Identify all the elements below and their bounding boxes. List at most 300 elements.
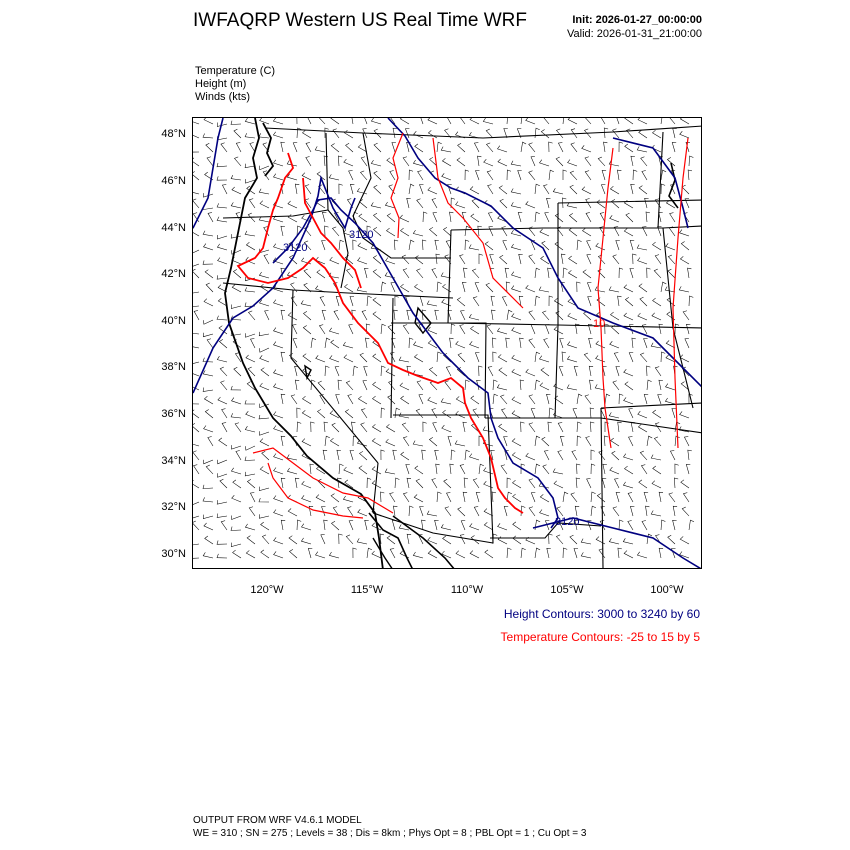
wind-barb [502, 297, 507, 307]
wind-barb [297, 118, 301, 124]
wind-barb [511, 189, 521, 195]
wind-barb [630, 269, 634, 279]
wind-barb [599, 549, 605, 558]
wind-barb [193, 555, 199, 559]
wind-barb [471, 326, 480, 334]
wind-barb [558, 423, 563, 433]
wind-barb [624, 369, 633, 376]
wind-barb [236, 143, 241, 153]
wind-barb [204, 523, 213, 530]
wind-barb [661, 118, 666, 124]
wind-barb [498, 354, 507, 362]
wind-barb [638, 313, 647, 320]
wind-barb [661, 282, 666, 292]
wind-barb [393, 128, 397, 138]
lat-label-34: 34°N [161, 455, 186, 467]
wind-barb [403, 437, 409, 446]
wind-barb [302, 481, 311, 488]
wind-barb [465, 170, 469, 180]
wind-barb [353, 240, 357, 250]
wind-barb [604, 142, 608, 152]
wind-barb [303, 326, 311, 335]
wind-barb [203, 320, 213, 324]
wind-barb [348, 507, 354, 516]
wind-barb [363, 118, 367, 124]
lon-label-115: 115°W [350, 584, 384, 596]
wind-barb [367, 296, 372, 306]
map-canvas [193, 118, 702, 569]
wind-barb [675, 324, 679, 334]
wind-barb [549, 142, 553, 152]
wind-barb [474, 507, 479, 517]
wind-barb [521, 506, 525, 516]
wind-barb [488, 185, 493, 194]
wind-barb [616, 367, 620, 377]
wind-barb [193, 541, 199, 545]
wind-barb [373, 354, 381, 362]
map-panel [192, 117, 702, 569]
wind-barb [600, 118, 605, 124]
wind-barb [207, 157, 213, 166]
wind-barb [689, 296, 693, 306]
wind-barb [219, 438, 227, 446]
wind-barb [203, 485, 213, 489]
wind-barb [535, 436, 540, 446]
wind-barb [583, 228, 592, 236]
lat-label-42: 42°N [161, 268, 186, 280]
wind-barb [577, 422, 581, 432]
height-label-3: 3120 [555, 516, 580, 528]
wind-barb [360, 451, 368, 460]
wind-barb [351, 118, 355, 124]
wind-barb [665, 398, 675, 404]
wind-barb [353, 366, 358, 376]
wind-barb [492, 338, 496, 348]
wind-barb [563, 118, 568, 124]
wind-barb [450, 212, 454, 222]
wind-barb [540, 494, 549, 502]
wind-barb [380, 534, 384, 544]
wind-barb [420, 118, 424, 124]
wind-barb [323, 450, 327, 460]
wind-barb [361, 171, 368, 180]
wind-barb [203, 134, 213, 139]
wind-barb [401, 284, 410, 292]
wind-barb [616, 241, 620, 251]
wind-barb [415, 256, 423, 264]
wind-barb [507, 118, 512, 124]
wind-barb [367, 478, 371, 488]
wind-barb [597, 494, 605, 503]
wind-barb [469, 245, 479, 251]
wind-barb [287, 468, 297, 474]
wind-barb [249, 199, 255, 208]
wind-barb [297, 520, 301, 530]
wind-barb [407, 198, 411, 208]
wind-barb [613, 381, 619, 390]
wind-barb [432, 479, 437, 489]
wind-barb [513, 480, 522, 488]
wind-barb [563, 170, 567, 180]
wind-barb [560, 339, 564, 349]
wind-barb [563, 268, 567, 278]
wind-barb [548, 422, 552, 432]
lat-label-40: 40°N [161, 315, 186, 327]
wind-barb [641, 465, 647, 474]
wind-barb [659, 492, 663, 502]
wind-barb [684, 437, 689, 447]
wind-barb [483, 118, 493, 124]
wind-barb [322, 310, 326, 320]
wind-barb [403, 325, 409, 334]
wind-barb [318, 381, 325, 390]
wind-barb [417, 381, 423, 390]
wind-barb [479, 464, 484, 474]
wind-barb [235, 157, 242, 166]
wind-barb [305, 185, 311, 194]
wind-barb [333, 129, 339, 138]
wind-barb [642, 521, 647, 531]
wind-barb [351, 422, 355, 432]
wind-barb [652, 313, 661, 320]
wind-barb [460, 535, 465, 545]
wind-barb [303, 130, 312, 138]
wind-barb [651, 455, 661, 460]
wind-barb [616, 118, 620, 124]
wind-barb [395, 408, 400, 418]
wind-barb [610, 186, 619, 194]
wind-barb [381, 450, 385, 460]
wind-barb [260, 431, 270, 435]
wind-barb [401, 452, 409, 460]
wind-barb [222, 185, 227, 195]
wind-barb [337, 450, 341, 460]
wind-barb [219, 339, 227, 348]
wind-barb [682, 185, 689, 194]
wind-barb [445, 507, 451, 516]
wind-barb [499, 368, 507, 376]
wind-barb [361, 409, 367, 418]
wind-barb [625, 382, 633, 390]
wind-barb [586, 437, 591, 447]
wind-barb [639, 480, 647, 488]
wind-barb [435, 310, 439, 320]
height-label-1: 3120 [283, 242, 308, 254]
wind-barb [307, 118, 312, 124]
wind-barb [502, 227, 507, 237]
wind-barb [484, 481, 493, 488]
wind-barb [574, 549, 578, 559]
wind-barb [386, 439, 395, 446]
wind-barb [631, 422, 635, 432]
wind-barb [688, 170, 692, 180]
wind-barb [374, 213, 382, 222]
wind-barb [417, 269, 423, 278]
wind-barb [374, 185, 381, 194]
wind-barb [343, 342, 353, 348]
wind-barb [217, 176, 227, 180]
wind-barb [203, 370, 213, 376]
wind-barb [674, 478, 678, 488]
wind-barb [602, 170, 606, 180]
wind-barb [437, 352, 442, 362]
wind-barb [193, 118, 199, 124]
wind-barb [609, 287, 619, 293]
wind-barb [325, 338, 330, 348]
wind-barb [624, 285, 633, 292]
wind-barb [640, 353, 647, 362]
wind-barb [329, 174, 339, 180]
wind-barb [350, 184, 354, 194]
wind-barb [231, 121, 241, 125]
wind-barb [233, 480, 241, 488]
wind-barb [470, 118, 479, 124]
wind-barb [618, 422, 622, 432]
wind-barb [367, 548, 372, 558]
wind-barb [433, 212, 437, 222]
wind-barb [518, 171, 522, 181]
wind-barb [661, 184, 665, 194]
wind-barb [400, 215, 409, 222]
lon-label-105: 105°W [550, 584, 584, 596]
wind-barb [281, 436, 285, 446]
wind-barb [357, 287, 367, 292]
wind-barb [316, 355, 325, 362]
wind-barb [193, 515, 199, 519]
wind-barb [484, 468, 493, 475]
wind-barb [630, 506, 634, 516]
wind-barb [511, 202, 521, 208]
lat-label-32: 32°N [161, 501, 186, 513]
wind-barb [632, 338, 636, 348]
wind-barb [335, 366, 339, 376]
wind-barb [372, 424, 381, 432]
wind-barb [417, 199, 423, 208]
wind-barb [625, 118, 633, 124]
wind-barb [587, 479, 591, 489]
wind-barb [221, 143, 227, 152]
wind-barb [409, 240, 414, 250]
wind-barb [193, 199, 199, 208]
wind-barb [610, 467, 619, 474]
wind-barb [217, 460, 227, 464]
wind-barb [470, 523, 479, 530]
wind-barb [653, 466, 661, 474]
wind-barb [265, 311, 269, 321]
field-winds: Winds (kts) [195, 91, 250, 103]
wind-barb [419, 394, 423, 404]
wind-barb [361, 423, 367, 432]
wind-barb [274, 342, 284, 348]
wind-barb [274, 300, 284, 306]
east-state-line [663, 228, 693, 408]
wind-barb [437, 282, 442, 292]
wind-barb [273, 132, 283, 138]
wind-barb [542, 437, 549, 446]
wind-barb [659, 212, 663, 222]
wind-barb [457, 158, 465, 166]
wind-barb [324, 520, 328, 530]
wind-barb [526, 453, 535, 460]
wind-barb [203, 497, 213, 502]
wind-barb [386, 369, 395, 376]
wind-barb [393, 506, 397, 516]
wind-barb [450, 338, 454, 348]
wind-barb [338, 156, 342, 166]
wind-barb [666, 243, 675, 250]
wind-barb [507, 548, 511, 558]
wind-barb [535, 548, 540, 558]
wind-barb [409, 338, 413, 348]
wind-barb [577, 240, 582, 250]
wind-barb [414, 354, 423, 362]
wind-barb [502, 409, 508, 418]
height-contour-3120-main [273, 198, 558, 528]
wind-barb [416, 409, 423, 418]
wind-barb [653, 130, 662, 138]
wind-barb [479, 254, 483, 264]
model-info-line2: WE = 310 ; SN = 275 ; Levels = 38 ; Dis = 8km ; Phys Opt = 8 ; PBL Opt = 1 ; Cu Opt = 3 [193, 828, 587, 839]
wind-barb [529, 479, 535, 488]
wind-barb [680, 411, 689, 418]
wind-barb [485, 550, 493, 558]
wind-barb [414, 342, 424, 348]
wind-barb [506, 338, 510, 348]
wind-barb [374, 143, 381, 152]
wind-barb [473, 297, 479, 306]
wind-barb [409, 184, 414, 194]
wind-barb [529, 143, 535, 152]
wind-barb [338, 380, 342, 390]
wind-barb [203, 388, 213, 392]
wind-barb [413, 230, 423, 236]
wind-barb [381, 324, 386, 334]
wind-barb [319, 325, 325, 334]
wind-barb [544, 185, 550, 194]
wind-barb [193, 303, 199, 307]
wind-barb [521, 118, 526, 124]
wind-barb [630, 240, 634, 250]
wind-barb [535, 128, 540, 138]
wind-barb [605, 394, 610, 404]
wind-barb [570, 185, 577, 194]
wind-barb [619, 394, 623, 404]
wind-barb [220, 479, 227, 488]
wind-barb [688, 450, 692, 460]
wind-barb [231, 202, 241, 208]
wind-barb [373, 396, 382, 404]
wind-barb [465, 240, 469, 250]
wind-barb [547, 548, 551, 558]
wind-barb [465, 450, 470, 460]
wind-barb [472, 269, 479, 278]
wind-barb [626, 213, 633, 222]
wind-barb [644, 339, 648, 349]
wind-barb [619, 268, 623, 278]
wind-barb [217, 163, 227, 167]
lon-label-110: 110°W [450, 584, 484, 596]
wind-barb [317, 270, 325, 278]
wind-barb [203, 460, 213, 464]
wind-barb [363, 380, 367, 390]
wind-barb [652, 481, 661, 488]
wind-barb [217, 500, 227, 504]
wind-barb [415, 466, 423, 474]
wind-barb [498, 146, 508, 152]
wind-barb [358, 257, 367, 264]
wind-barb [507, 310, 512, 320]
wind-barb [231, 234, 241, 238]
mt-nd-border [658, 132, 663, 228]
wind-barb [535, 296, 540, 306]
wind-barb [681, 242, 689, 251]
wind-barb [547, 394, 551, 404]
wind-barb [484, 159, 493, 166]
wind-barb [613, 129, 619, 138]
wind-barb [511, 161, 521, 166]
wind-barb [261, 522, 269, 530]
wind-barb [325, 226, 329, 236]
wind-barb [344, 355, 353, 362]
wind-barb [499, 186, 507, 194]
wind-barb [427, 511, 437, 516]
wind-barb [372, 438, 381, 446]
wind-barb [685, 338, 689, 348]
wind-barb [273, 118, 283, 124]
wind-barb [562, 352, 566, 362]
wind-barb [633, 170, 637, 180]
wind-barb [330, 438, 339, 446]
wind-barb [304, 311, 312, 320]
wind-barb [584, 118, 591, 124]
wind-barb [259, 348, 269, 352]
wind-barb [589, 338, 593, 348]
lat-label-38: 38°N [161, 361, 186, 373]
wind-barb [301, 538, 311, 544]
wind-barb [259, 498, 269, 502]
wind-barb [193, 290, 199, 294]
wind-barb [290, 549, 298, 558]
wind-barb [387, 214, 395, 223]
wind-barb [512, 411, 521, 418]
lat-label-30: 30°N [161, 548, 186, 560]
wind-barb [205, 270, 213, 278]
wind-barb [568, 160, 577, 167]
wind-barb [519, 254, 523, 264]
wind-barb [302, 495, 311, 502]
wind-barb [236, 451, 241, 461]
wind-barb [308, 548, 312, 558]
wind-barb [259, 487, 269, 491]
wind-barb [371, 202, 381, 208]
wind-barb [680, 118, 689, 124]
wind-barb [403, 157, 409, 166]
wind-barb [654, 269, 661, 278]
wind-barb [558, 143, 563, 153]
wind-barb [577, 436, 581, 446]
wind-barb [329, 552, 339, 558]
wind-barb [407, 478, 411, 488]
wind-barb [473, 479, 479, 488]
wind-barb [260, 201, 269, 208]
wind-barb [628, 493, 633, 503]
wind-barb [554, 481, 563, 488]
wind-barb [647, 436, 652, 446]
wind-barb [345, 410, 353, 419]
wind-barb [208, 437, 213, 447]
wind-barb [432, 409, 437, 419]
wind-barb [373, 270, 381, 279]
